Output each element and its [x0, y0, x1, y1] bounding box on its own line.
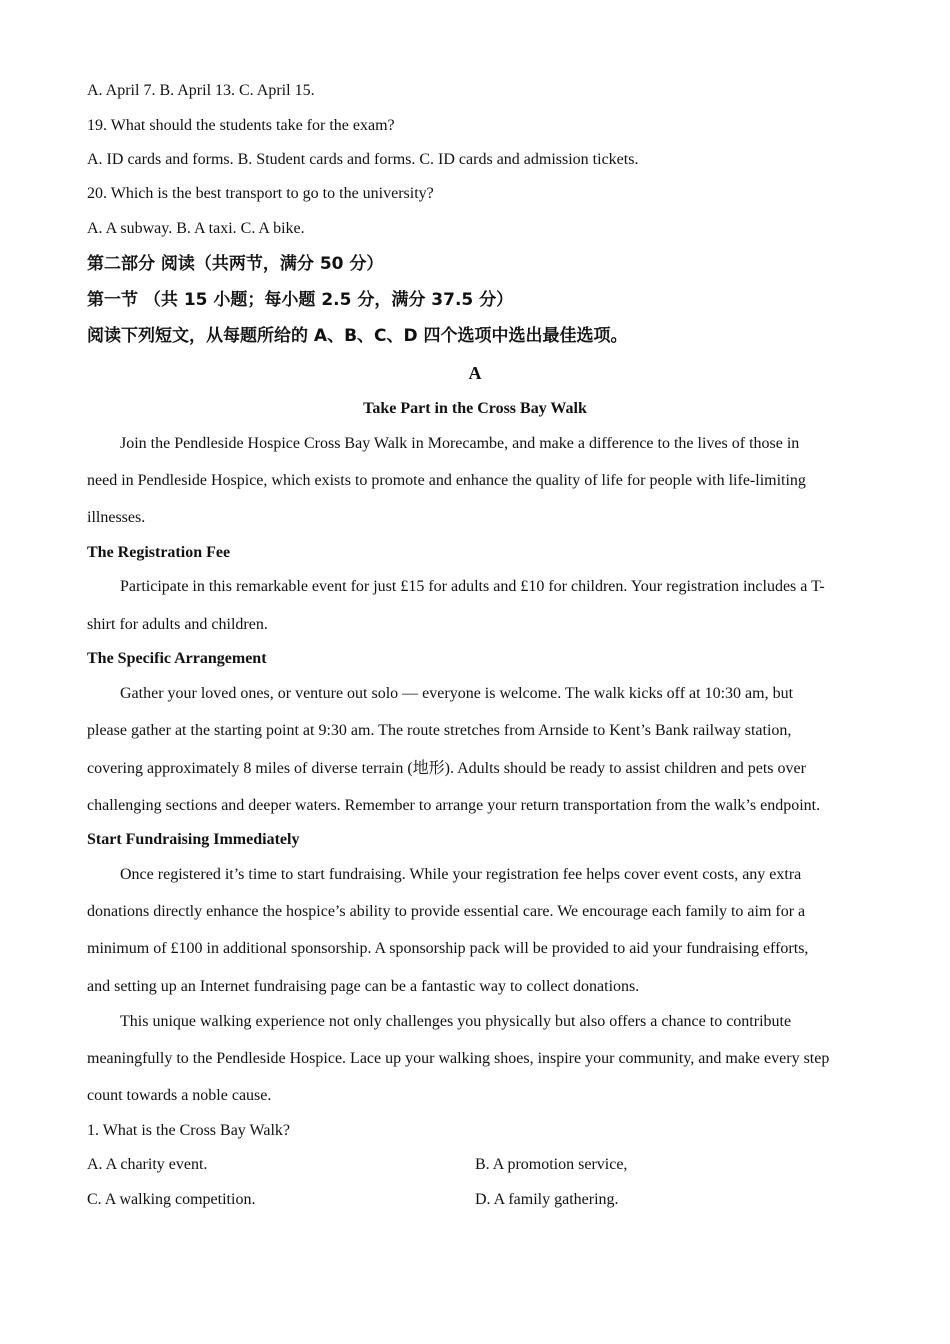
intro-line: need in Pendleside Hospice, which exists to promote and enhance the quality of life for people with life-limiting	[87, 472, 806, 489]
closing-line: count towards a noble cause.	[87, 1087, 272, 1104]
q19-stem: 19. What should the students take for the exam?	[87, 117, 395, 134]
closing-line: This unique walking experience not only challenges you physically but also offers a chance to contribute	[120, 1013, 792, 1030]
heading-start-fundraising: Start Fundraising Immediately	[87, 831, 300, 848]
arrangement-line: Gather your loved ones, or venture out solo — everyone is welcome. The walk kicks off at 10:30 am, but	[120, 685, 794, 702]
q20-stem: 20. Which is the best transport to go to the university?	[87, 185, 434, 202]
q19-options: A. ID cards and forms. B. Student cards and forms. C. ID cards and admission tickets.	[87, 151, 639, 168]
arrangement-line: covering approximately 8 miles of diverse terrain (地形). Adults should be ready to assist children and pets over	[87, 760, 806, 777]
q18-options: A. April 7. B. April 13. C. April 15.	[87, 82, 315, 99]
arrangement-line: challenging sections and deeper waters. Remember to arrange your return transportation from the walk’s endpoint.	[87, 797, 821, 814]
intro-line: illnesses.	[87, 509, 146, 526]
q20-options: A. A subway. B. A taxi. C. A bike.	[87, 220, 305, 237]
part2-heading: 第二部分 阅读（共两节，满分 50 分）	[87, 254, 384, 274]
q1-option-d: D. A family gathering.	[475, 1191, 619, 1208]
fee-line: Participate in this remarkable event for just £15 for adults and £10 for children. Your registration includes a T-	[120, 578, 825, 595]
passage-title: Take Part in the Cross Bay Walk	[363, 400, 587, 417]
closing-line: meaningfully to the Pendleside Hospice. Lace up your walking shoes, inspire your community, and make every step	[87, 1050, 830, 1067]
fundraising-line: minimum of £100 in additional sponsorship. A sponsorship pack will be provided to aid your fundraising efforts,	[87, 940, 809, 957]
fee-line: shirt for adults and children.	[87, 616, 268, 633]
q1-option-a: A. A charity event.	[87, 1156, 208, 1173]
heading-registration-fee: The Registration Fee	[87, 544, 231, 561]
fundraising-line: Once registered it’s time to start fundraising. While your registration fee helps cover event costs, any extra	[120, 866, 802, 883]
arrangement-line: please gather at the starting point at 9:30 am. The route stretches from Arnside to Kent’s Bank railway station,	[87, 722, 792, 739]
q1-option-c: C. A walking competition.	[87, 1191, 256, 1208]
q1-stem: 1. What is the Cross Bay Walk?	[87, 1122, 290, 1139]
fundraising-line: and setting up an Internet fundraising page can be a fantastic way to collect donations.	[87, 978, 640, 995]
q1-option-b: B. A promotion service,	[475, 1156, 628, 1173]
heading-specific-arrangement: The Specific Arrangement	[87, 650, 267, 667]
section1-heading: 第一节 （共 15 小题；每小题 2.5 分，满分 37.5 分）	[87, 290, 514, 310]
reading-instruction: 阅读下列短文，从每题所给的 A、B、C、D 四个选项中选出最佳选项。	[87, 326, 628, 346]
intro-line: Join the Pendleside Hospice Cross Bay Walk in Morecambe, and make a difference to the lives of those in	[120, 435, 800, 452]
passage-letter: A	[468, 363, 482, 383]
fundraising-line: donations directly enhance the hospice’s ability to provide essential care. We encourage each family to aim for a	[87, 903, 806, 920]
